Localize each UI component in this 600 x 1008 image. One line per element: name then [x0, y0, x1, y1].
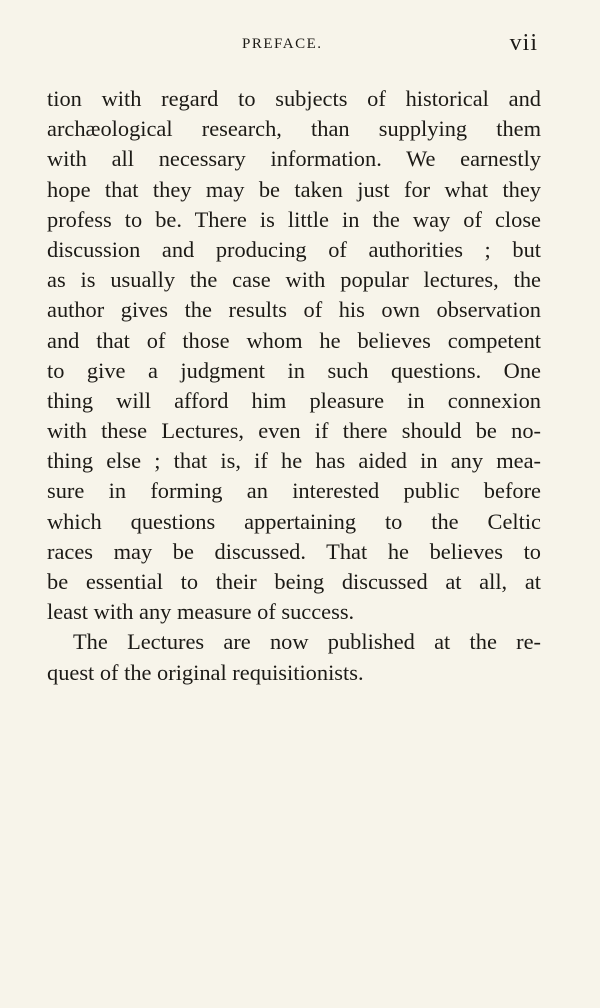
text-line: tion with regard to subjects of historical and [47, 86, 541, 111]
running-head [47, 30, 540, 60]
page-number: vii [509, 30, 538, 56]
text-line: author gives the results of his own observation [47, 297, 541, 323]
preface-text [47, 84, 541, 688]
text-line: with these Lectures, even if there should be no- [47, 418, 541, 444]
text-line: The Lectures are now published at the re- [73, 629, 541, 655]
text-line: sure in forming an interested public before [47, 478, 541, 504]
text-line: which questions appertaining to the Celtic [47, 508, 541, 534]
text-line: and that of those whom he believes competent [47, 327, 541, 353]
text-line: quest of the original requisitionists. [47, 659, 364, 685]
text-line: to give a judgment in such questions. One [47, 357, 541, 383]
text-line: races may be discussed. That he believes to [47, 538, 541, 564]
text-line: thing else ; that is, if he has aided in any mea- [47, 448, 541, 474]
text-line: as is usually the case with popular lectures, the [47, 267, 541, 293]
text-line: archæological research, than supplying them [47, 116, 541, 142]
text-line: least with any measure of success. [47, 599, 355, 625]
running-title: PREFACE. [242, 36, 323, 52]
text-line: with all necessary information. We earnestly [47, 146, 541, 172]
text-line: profess to be. There is little in the way of close [47, 206, 541, 232]
text-line: thing will afford him pleasure in connexion [47, 387, 541, 413]
text-line: discussion and producing of authorities ; but [47, 236, 541, 262]
text-line: be essential to their being discussed at all, at [47, 569, 541, 594]
text-line: hope that they may be taken just for what they [47, 176, 541, 202]
